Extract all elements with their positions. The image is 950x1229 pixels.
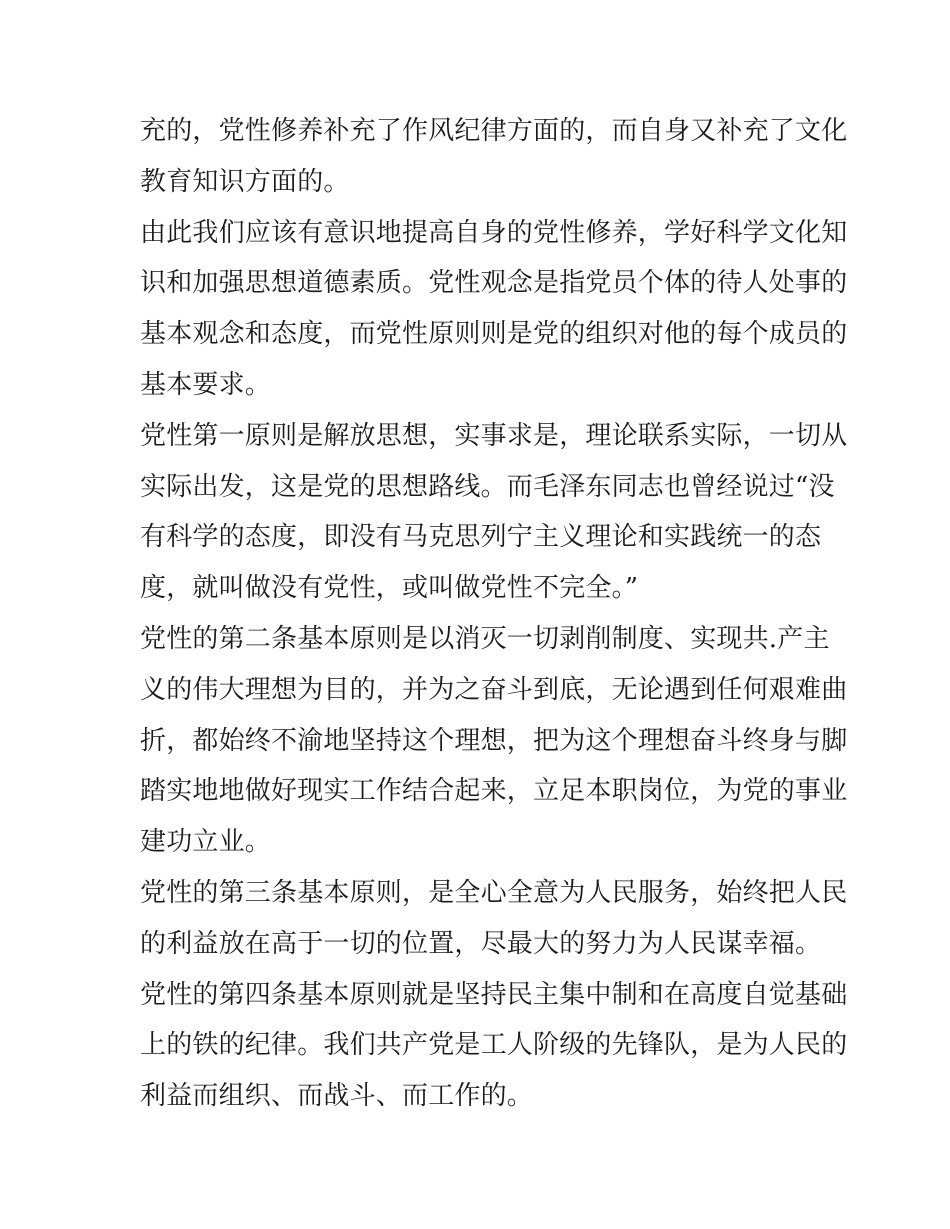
text-line: 充的，党性修养补充了作风纪律方面的，而自身又补充了文化 bbox=[140, 116, 848, 146]
text-line: 党性的第二条基本原则是以消灭一切剥削制度、实现共.产主 bbox=[140, 623, 830, 654]
text-line: 建功立业。 bbox=[140, 827, 272, 858]
text-line: 由此我们应该有意识地提高自身的党性修养，学好科学文化知 bbox=[140, 217, 848, 248]
text-line: 实际出发，这是党的思想路线。而毛泽东同志也曾经说过“没 bbox=[140, 471, 835, 502]
text-line: 利益而组织、而战斗、而工作的。 bbox=[140, 1081, 534, 1112]
text-line: 的利益放在高于一切的位置，尽最大的努力为人民谋幸福。 bbox=[140, 928, 822, 959]
text-line: 基本要求。 bbox=[140, 369, 272, 400]
document-body bbox=[140, 106, 848, 1122]
text-line: 教育知识方面的。 bbox=[140, 166, 350, 197]
text-line: 上的铁的纪律。我们共产党是工人阶级的先锋队，是为人民的 bbox=[140, 1030, 848, 1061]
text-line: 度，就叫做没有党性，或叫做党性不完全。” bbox=[140, 573, 639, 604]
text-line: 基本观念和态度，而党性原则则是党的组织对他的每个成员的 bbox=[140, 319, 848, 350]
text-line: 踏实地地做好现实工作结合起来，立足本职岗位，为党的事业 bbox=[140, 776, 848, 807]
text-line: 识和加强思想道德素质。党性观念是指党员个体的待人处事的 bbox=[140, 268, 848, 299]
text-line: 义的伟大理想为目的，并为之奋斗到底，无论遇到任何艰难曲 bbox=[140, 674, 848, 705]
text-line: 党性的第四条基本原则就是坚持民主集中制和在高度自觉基础 bbox=[140, 979, 848, 1010]
text-line: 折，都始终不渝地坚持这个理想，把为这个理想奋斗终身与脚 bbox=[140, 725, 848, 756]
text-line: 有科学的态度，即没有马克思列宁主义理论和实践统一的态 bbox=[140, 522, 822, 553]
text-line: 党性的第三条基本原则，是全心全意为人民服务，始终把人民 bbox=[140, 877, 848, 908]
text-line: 党性第一原则是解放思想，实事求是，理论联系实际，一切从 bbox=[140, 420, 848, 451]
